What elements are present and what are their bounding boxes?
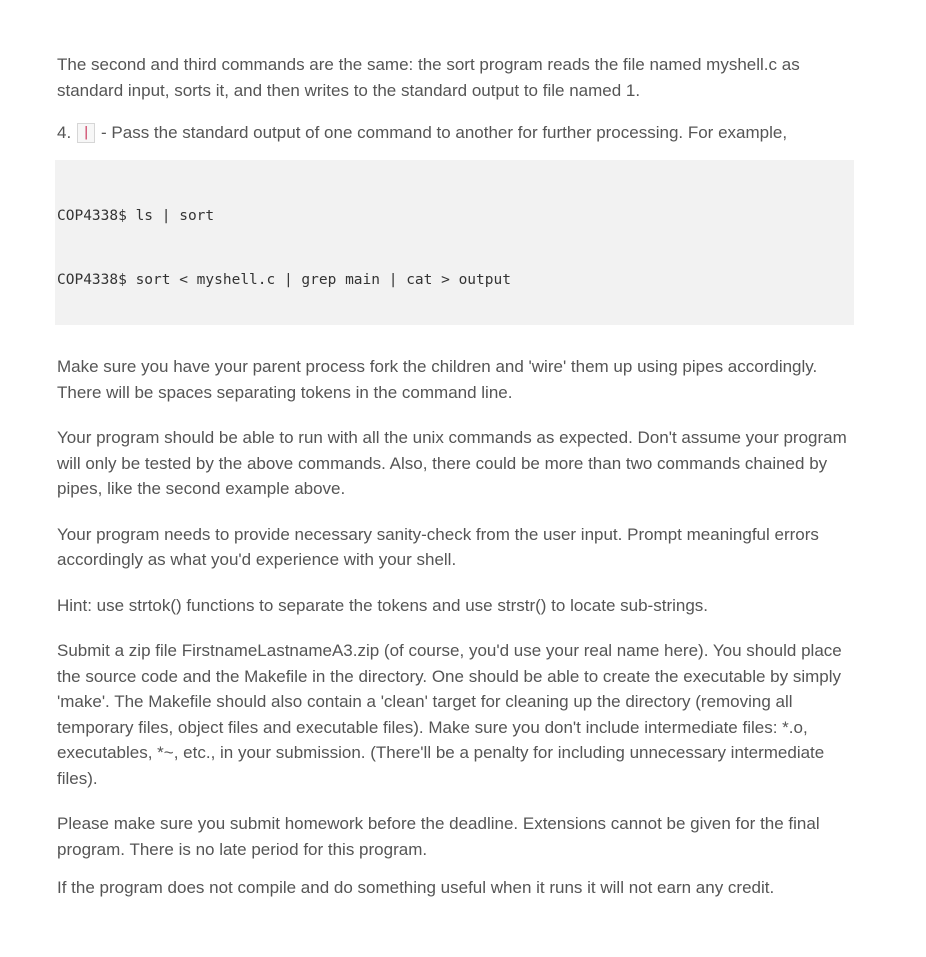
intro-paragraph: The second and third commands are the same: the sort program reads the file named myshell.c as standard input, sorts it, and then writes to the standard output to file named 1.: [57, 55, 800, 100]
code-line-1: COP4338$ ls | sort: [57, 208, 215, 224]
paragraph-sanity-check: Your program needs to provide necessary sanity-check from the user input. Prompt meaningful errors accordingly as what you'd experience with your shell.: [57, 524, 819, 569]
paragraph-hint: Hint: use strtok() functions to separate the tokens and use strstr() to locate sub-strings.: [57, 595, 709, 615]
paragraph-pipes: Make sure you have your parent process fork the children and 'wire' them up using pipes accordingly. There will be spaces separating tokens in the command line.: [57, 357, 818, 402]
list-item-text: - Pass the standard output of one command to another for further processing. For example,: [101, 123, 788, 142]
list-item-pipe: [57, 120, 857, 146]
paragraph-compile: If the program does not compile and do something useful when it runs it will not earn any credit.: [57, 878, 775, 897]
document-content: [57, 52, 857, 146]
paragraph-unix-commands: Your program should be able to run with all the unix commands as expected. Don't assume your program will only be tested by the above commands. Also, there could be more than two commands chained by pipes, like the second example above.: [57, 428, 847, 498]
paragraph-submission: Submit a zip file FirstnameLastnameA3.zip (of course, you'd use your real name here). You should place the source code and the Makefile in the directory. One should be able to create the executable by simply 'make'. The Makefile should also contain a 'clean' target for cleaning up the directory (removing all temporary files, object files and executable files). Make sure you don't include intermediate files: *.o, executables, *~, etc., in your submission. (There'll be a penalty for including unnecessary intermediate files).: [57, 641, 842, 788]
code-block: [55, 160, 854, 325]
list-number: 4.: [57, 123, 72, 142]
instructions-section: [57, 354, 857, 921]
code-line-2: COP4338$ sort < myshell.c | grep main | cat > output: [57, 272, 511, 288]
pipe-symbol-code: |: [77, 123, 95, 143]
paragraph-deadline: Please make sure you submit homework before the deadline. Extensions cannot be given for the final program. There is no late period for this program.: [57, 814, 820, 859]
